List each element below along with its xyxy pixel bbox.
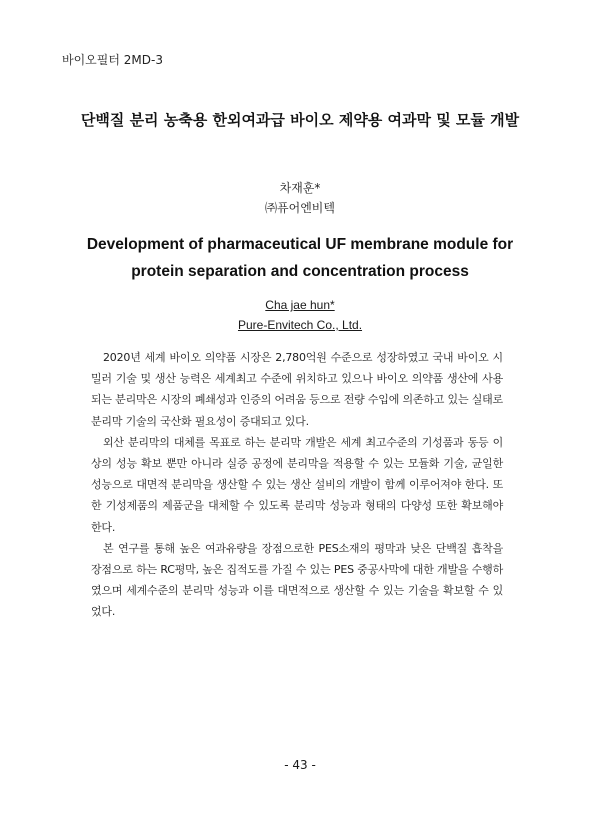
session-code: 바이오필터 2MD-3 xyxy=(62,53,163,67)
page-number: - 43 - xyxy=(284,758,316,772)
korean-author-block xyxy=(0,178,600,218)
english-title: Development of pharmaceutical UF membrane module for protein separation and concentration process xyxy=(86,236,514,280)
korean-affiliation: ㈜퓨어엔비텍 xyxy=(265,201,335,215)
english-author-name: Cha jae hun* xyxy=(265,298,335,312)
english-affiliation: Pure-Envitech Co., Ltd. xyxy=(237,318,363,332)
abstract-paragraph: 본 연구를 통해 높은 여과유량을 장점으로한 PES소재의 평막과 낮은 단백질 흡착을 장점으로 하는 RC평막, 높은 집적도를 가질 수 있는 PES 중공사막에 대한 개발을 수행하였으며 세계수준의 분리막 성능과 이를 대면적으로 생산할 수 있는 기술을 확보할 수 있었다. xyxy=(91,541,503,619)
korean-title: 단백질 분리 농축용 한외여과급 바이오 제약용 여과막 및 모듈 개발 xyxy=(80,111,520,129)
english-author-block xyxy=(0,295,600,335)
abstract-paragraph: 2020년 세계 바이오 의약품 시장은 2,780억원 수준으로 성장하였고 국내 바이오 시밀러 기술 및 생산 능력은 세계최고 수준에 위치하고 있으나 바이오 의약품 생산에 사용되는 분리막은 시장의 폐쇄성과 인증의 어려움 등으로 전량 수입에 의존하고 있는 실태로 분리막 기술의 국산화 필요성이 증대되고 있다. xyxy=(91,351,503,428)
korean-author-name: 차재훈* xyxy=(279,181,321,195)
abstract-paragraph: 외산 분리막의 대체를 목표로 하는 분리막 개발은 세계 최고수준의 기성품과 동등 이상의 성능 확보 뿐만 아니라 실증 공정에 분리막을 적용할 수 있는 모듈화 기술, 균일한 성능으로 대면적 분리막을 생산할 수 있는 생산 설비의 개발이 함께 이루어져야 한다. 또한 기성제품의 제품군을 대체할 수 있도록 분리막 성능과 형태의 다양성 또한 확보해야 한다. xyxy=(91,435,503,534)
abstract-body xyxy=(91,347,503,623)
